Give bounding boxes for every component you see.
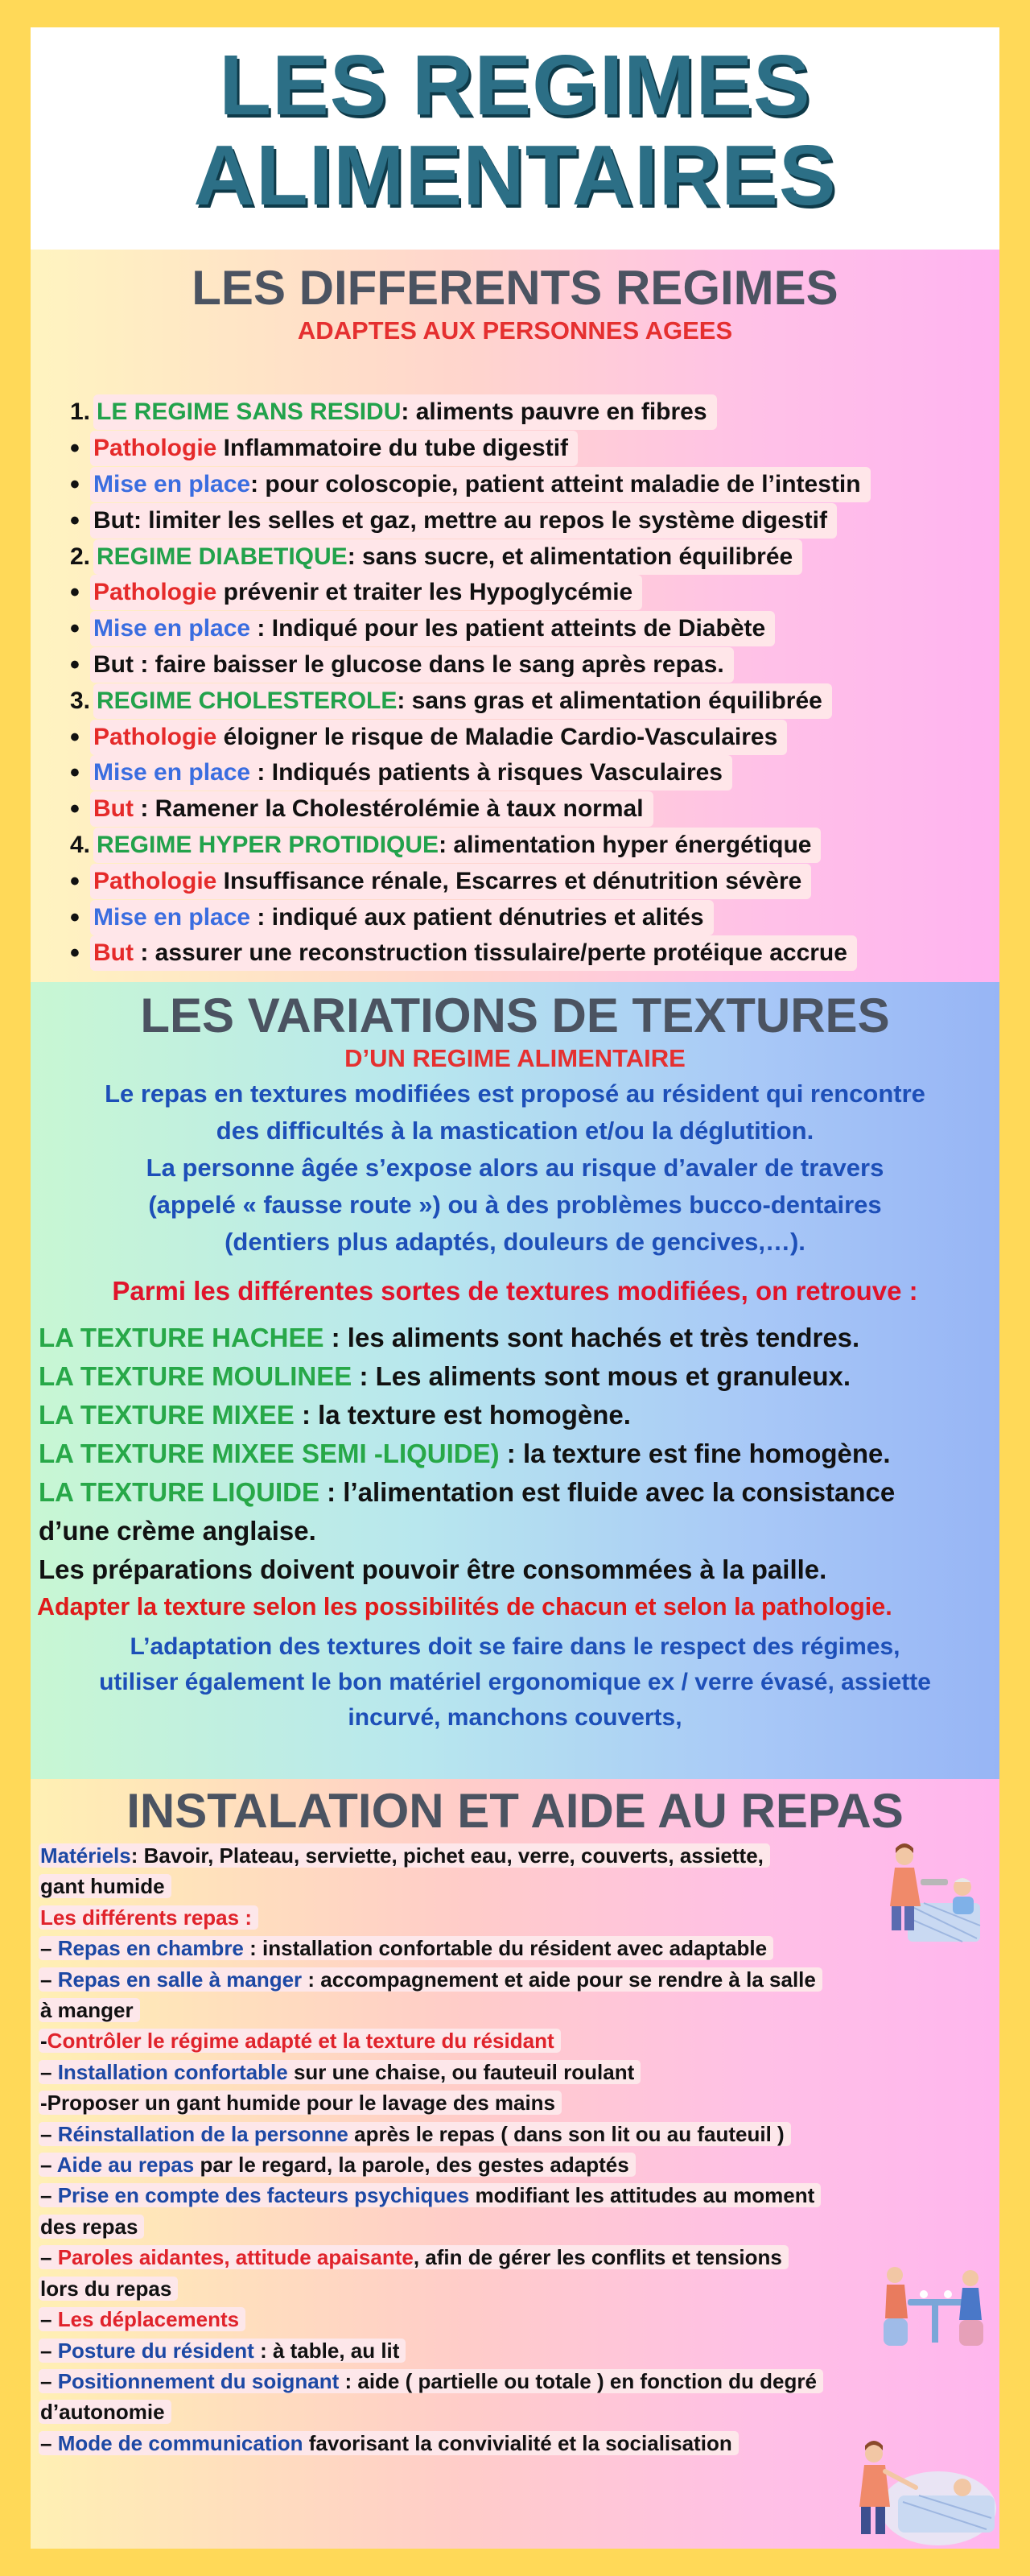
regime-label: Pathologie xyxy=(93,435,217,462)
patient-body xyxy=(953,1897,974,1914)
dining-table-illustration xyxy=(876,2251,988,2355)
texture-text: : Les aliments sont mous et granuleux. xyxy=(352,1361,851,1391)
adapt-texture-note: Adapter la texture selon les possibilités de chacun et selon la pathologie. xyxy=(37,1593,892,1620)
repas-item-prefix: – xyxy=(40,1936,58,1961)
regime-row xyxy=(60,683,871,719)
regime-row-text xyxy=(90,864,811,899)
repas-item xyxy=(39,2428,908,2458)
repas-item-body: d’autonomie xyxy=(40,2400,165,2425)
texture-paille: Les préparations doivent pouvoir être consommées à la paille. xyxy=(39,1554,827,1584)
regime-text: : sans sucre, et alimentation équilibrée xyxy=(347,543,793,570)
texture-label: LA TEXTURE MIXEE xyxy=(39,1400,295,1430)
repas-item-body: favorisant la convivialité et la socialisation xyxy=(303,2430,732,2455)
bullet-dot: • xyxy=(70,865,80,897)
repas-item-body: à manger xyxy=(40,1998,134,2023)
repas-item-body: : à table, au lit xyxy=(253,2338,400,2363)
repas-item xyxy=(39,2242,908,2273)
repas-item xyxy=(39,2304,908,2334)
repas-item-body: : accompagnement et aide pour se rendre à la salle xyxy=(302,1967,816,1992)
repas-item-text xyxy=(39,2153,636,2177)
regime-label: Pathologie xyxy=(93,723,217,750)
regime-row xyxy=(60,467,871,503)
materiels-line xyxy=(39,1840,908,1871)
chair xyxy=(959,2320,983,2346)
texture-item xyxy=(31,1473,999,1512)
repas-item-text xyxy=(39,2183,821,2207)
repas-item-label: Contrôler le régime adapté et la texture du résidant xyxy=(47,2029,554,2054)
regime-row-text xyxy=(90,720,787,755)
repas-item-body: : aide ( partielle ou totale ) en fonction du degré xyxy=(339,2368,817,2393)
repas-item-text xyxy=(39,1998,140,2022)
repas-item-text xyxy=(39,2369,823,2393)
chair xyxy=(884,2318,908,2346)
repas-item-text xyxy=(39,2307,245,2331)
paragraph-line: utiliser également le bon matériel ergonomique ex / verre évasé, assiette xyxy=(99,1669,931,1695)
regime-text: : indiqué aux patient dénutries et alités xyxy=(250,903,704,931)
regime-row xyxy=(60,899,871,935)
repas-item-label: Positionnement du soignant xyxy=(57,2368,340,2393)
repas-item-body: lors du repas xyxy=(40,2276,172,2301)
regime-row xyxy=(60,935,871,972)
regime-row xyxy=(60,575,871,611)
bullet-dot: • xyxy=(70,505,80,536)
repas-item xyxy=(39,2025,908,2056)
regime-row-text xyxy=(93,394,717,430)
regime-text: Inflammatoire du tube digestif xyxy=(216,435,569,462)
repas-item-prefix: – xyxy=(40,2183,58,2208)
plate xyxy=(920,2290,928,2298)
regime-label: Pathologie xyxy=(93,579,217,606)
repas-item-label: Posture du résident xyxy=(57,2338,254,2363)
repas-item-body: : installation confortable du résident avec adaptable xyxy=(243,1936,768,1961)
regime-row-text xyxy=(90,503,837,539)
repas-item xyxy=(39,2149,908,2180)
texture-text: : la texture est fine homogène. xyxy=(499,1439,891,1468)
regime-label: LE REGIME SANS RESIDU xyxy=(97,398,402,426)
repas-item xyxy=(39,2180,908,2211)
person-head xyxy=(887,2267,903,2283)
regime-row-text xyxy=(90,431,578,466)
bullet-dot: • xyxy=(70,433,80,464)
bullet-dot: • xyxy=(70,938,80,969)
repas-item-body: modifiant les attitudes au moment xyxy=(469,2183,815,2208)
regime-text: Insuffisance rénale, Escarres et dénutrition sévère xyxy=(216,867,802,894)
paragraph-line: La personne âgée s’expose alors au risque d’avaler de travers xyxy=(146,1154,884,1182)
repas-item-text xyxy=(39,2060,641,2084)
title-box xyxy=(31,27,999,250)
section-regimes-title: LES DIFFERENTS REGIMES xyxy=(192,261,838,315)
repas-item-text xyxy=(39,2091,562,2115)
regime-text: But: limiter les selles et gaz, mettre au repos le système digestif xyxy=(93,506,827,534)
repas-item-body: , afin de gérer les conflits et tensions xyxy=(413,2245,782,2270)
section-installation-title: INSTALATION ET AIDE AU REPAS xyxy=(126,1784,904,1838)
regime-text: : Indiqués patients à risques Vasculaires xyxy=(250,759,723,786)
regime-row-text xyxy=(90,467,871,502)
regime-row xyxy=(60,539,871,575)
regime-text: : alimentation hyper énergétique xyxy=(439,831,812,858)
repas-item-body: après le repas ( dans son lit ou au fauteuil ) xyxy=(348,2121,785,2146)
repas-item-body: sur une chaise, ou fauteuil roulant xyxy=(287,2059,635,2084)
repas-item-label: Les déplacements xyxy=(57,2307,240,2332)
repas-item-prefix: – xyxy=(40,2059,58,2084)
regime-text: : Indiqué pour les patient atteints de Diabète xyxy=(250,615,766,642)
regime-text: prévenir et traiter les Hypoglycémie xyxy=(216,579,633,606)
regime-row xyxy=(60,611,871,647)
bullet-dot: • xyxy=(70,794,80,825)
paragraph-line: L’adaptation des textures doit se faire dans le respect des régimes, xyxy=(130,1633,900,1660)
bullet-dot: • xyxy=(70,577,80,609)
bullet-dot: • xyxy=(70,613,80,645)
title-line-2: ALIMENTAIRES xyxy=(193,128,837,223)
repas-item-prefix: – xyxy=(40,2430,58,2455)
repas-item-text xyxy=(39,2245,789,2269)
bullet-dot: • xyxy=(70,721,80,753)
texture-item xyxy=(31,1435,999,1473)
repas-item xyxy=(39,2396,908,2427)
texture-text: : l’alimentation est fluide avec la consistance xyxy=(319,1477,896,1507)
repas-item-prefix: – xyxy=(40,2245,58,2270)
texture-item xyxy=(31,1396,999,1435)
repas-item-label: Installation confortable xyxy=(57,2059,288,2084)
caregiver-body xyxy=(890,1868,921,1906)
regime-text: But : faire baisser le glucose dans le sang après repas. xyxy=(93,650,724,678)
repas-item-prefix: – xyxy=(40,2153,57,2178)
repas-item-prefix: – xyxy=(40,2338,58,2363)
texture-text: : les aliments sont hachés et très tendres. xyxy=(323,1323,860,1352)
patient-hair xyxy=(954,1878,970,1882)
repas-item xyxy=(39,2273,908,2304)
repas-item xyxy=(39,2119,908,2149)
regime-label: Mise en place xyxy=(93,759,251,786)
repas-item xyxy=(39,2211,908,2242)
paragraph-line: des difficultés à la mastication et/ou la déglutition. xyxy=(216,1117,814,1145)
patient-head xyxy=(954,2479,971,2496)
regime-label: Pathologie xyxy=(93,867,217,894)
regime-row xyxy=(60,502,871,539)
regime-label: Mise en place xyxy=(93,615,251,642)
texture-label: LA TEXTURE HACHEE xyxy=(39,1323,324,1352)
materiels-text: : Bavoir, Plateau, serviette, pichet eau, verre, couverts, assiette, xyxy=(130,1843,764,1868)
regime-label: But xyxy=(93,939,134,967)
table-leg xyxy=(932,2306,938,2343)
paragraph-line: (appelé « fausse route ») ou à des problèmes bucco-dentaires xyxy=(148,1191,882,1219)
textures-intro-paragraph xyxy=(31,1075,999,1261)
repas-item xyxy=(39,2335,908,2366)
regime-row xyxy=(60,755,871,791)
repas-item-prefix: – xyxy=(40,2121,58,2146)
materiels-cont-text: gant humide xyxy=(39,1874,171,1898)
repas-item xyxy=(39,2057,908,2087)
poster xyxy=(31,27,999,2549)
regime-row xyxy=(60,719,871,755)
list-number: 1. xyxy=(69,398,90,426)
repas-item-body: -Proposer un gant humide pour le lavage des mains xyxy=(40,2091,556,2116)
paragraph-line: Le repas en textures modifiées est proposé au résident qui rencontre xyxy=(105,1080,925,1108)
regime-label: REGIME HYPER PROTIDIQUE xyxy=(97,831,439,858)
materiels-cont xyxy=(39,1871,908,1901)
tray xyxy=(921,1879,948,1885)
regime-row-text xyxy=(90,935,857,971)
section-textures xyxy=(31,982,999,1779)
repas-item xyxy=(39,2087,908,2118)
repas-item-prefix: – xyxy=(40,2368,58,2393)
plate xyxy=(944,2290,952,2298)
repas-item-body: par le regard, la parole, des gestes adaptés xyxy=(194,2153,629,2178)
regime-text: : Ramener la Cholestérolémie à taux normal xyxy=(133,795,644,823)
regime-text: : aliments pauvre en fibres xyxy=(401,398,707,426)
person-head xyxy=(962,2270,978,2286)
repas-heading xyxy=(39,1902,908,1933)
regime-row-text xyxy=(90,791,653,827)
repas-item-text xyxy=(39,1967,822,1992)
regime-label: REGIME DIABETIQUE xyxy=(97,543,348,570)
repas-item-label: Réinstallation de la personne xyxy=(57,2121,348,2146)
section-textures-title: LES VARIATIONS DE TEXTURES xyxy=(140,989,890,1042)
list-number: 3. xyxy=(69,687,90,714)
regime-text: : sans gras et alimentation équilibrée xyxy=(397,687,822,714)
repas-item-prefix: – xyxy=(40,1967,58,1992)
installation-list xyxy=(39,1840,908,2458)
texture-label: LA TEXTURE LIQUIDE xyxy=(39,1477,319,1507)
table-top xyxy=(908,2299,964,2306)
regime-row xyxy=(60,828,871,864)
repas-item-label: Repas en salle à manger xyxy=(57,1967,303,1992)
regime-row xyxy=(60,647,871,683)
regime-text: : assurer une reconstruction tissulaire/perte protéique accrue xyxy=(133,939,847,967)
regime-row-text xyxy=(90,647,734,683)
repas-item xyxy=(39,1995,908,2025)
regimes-list xyxy=(60,394,871,972)
repas-item xyxy=(39,2366,908,2396)
repas-item-prefix: – xyxy=(40,2307,58,2332)
paragraph-line: (dentiers plus adaptés, douleurs de gencives,…). xyxy=(225,1228,805,1256)
regime-row-text xyxy=(90,575,642,610)
repas-item-text xyxy=(39,2029,561,2053)
caregiver-leg xyxy=(861,2507,871,2534)
repas-item xyxy=(39,1933,908,1963)
textures-list xyxy=(31,1319,999,1512)
repas-item-label: Paroles aidantes, attitude apaisante xyxy=(57,2245,414,2270)
regime-row xyxy=(60,431,871,467)
repas-label: Les différents repas : xyxy=(39,1905,258,1930)
bullet-dot: • xyxy=(70,649,80,680)
regime-label: Mise en place xyxy=(93,903,251,931)
regime-row xyxy=(60,863,871,899)
regime-row-text xyxy=(93,683,832,719)
texture-item xyxy=(31,1319,999,1357)
repas-item-label: Repas en chambre xyxy=(57,1936,244,1961)
regime-text: : pour coloscopie, patient atteint maladie de l’intestin xyxy=(250,470,861,497)
person-body xyxy=(959,2288,982,2320)
paragraph-line: incurvé, manchons couverts, xyxy=(348,1704,682,1731)
bullet-dot: • xyxy=(70,902,80,933)
textures-closing-paragraph xyxy=(31,1629,999,1736)
texture-label: LA TEXTURE MIXEE SEMI -LIQUIDE) xyxy=(39,1439,500,1468)
repas-item-text xyxy=(39,2431,739,2455)
texture-text: : la texture est homogène. xyxy=(294,1400,631,1430)
textures-intro: Parmi les différentes sortes de textures modifiées, on retrouve : xyxy=(112,1276,918,1306)
materiels-label: Matériels xyxy=(40,1843,131,1868)
caregiver-feeding-illustration xyxy=(876,1829,988,1950)
bed-care-illustration xyxy=(842,2431,999,2549)
regime-row-text xyxy=(93,539,802,575)
repas-item-text xyxy=(39,2122,791,2146)
list-number: 4. xyxy=(69,831,90,858)
regime-row-text xyxy=(90,611,775,646)
regime-row xyxy=(60,791,871,828)
repas-item-label: Mode de communication xyxy=(57,2430,303,2455)
repas-item-text xyxy=(39,2339,406,2363)
texture-continuation: d’une crème anglaise. xyxy=(39,1516,316,1546)
section-textures-subtitle: D’UN REGIME ALIMENTAIRE xyxy=(344,1044,686,1072)
regime-label: Mise en place xyxy=(93,470,251,497)
repas-item xyxy=(39,1964,908,1995)
title-line-1: LES REGIMES xyxy=(219,38,811,133)
list-number: 2. xyxy=(69,543,90,570)
regime-label: REGIME CHOLESTEROLE xyxy=(97,687,398,714)
repas-item-prefix: - xyxy=(40,2029,47,2054)
repas-item-body: des repas xyxy=(40,2214,138,2239)
caregiver-leg xyxy=(892,1906,901,1930)
repas-item-text xyxy=(39,2215,144,2239)
regime-text: éloigner le risque de Maladie Cardio-Vasculaires xyxy=(216,723,778,750)
repas-item-text xyxy=(39,2277,178,2301)
section-regimes-subtitle: ADAPTES AUX PERSONNES AGEES xyxy=(297,316,733,345)
person-body xyxy=(885,2285,908,2318)
regime-row-text xyxy=(93,828,821,863)
regime-label: But xyxy=(93,795,134,823)
repas-item-label: Aide au repas xyxy=(56,2153,195,2178)
section-regimes xyxy=(31,250,999,982)
bullet-dot: • xyxy=(70,758,80,789)
regime-row-text xyxy=(90,900,714,935)
repas-item-label: Prise en compte des facteurs psychiques xyxy=(57,2183,470,2208)
section-installation xyxy=(31,1779,999,2549)
bullet-dot: • xyxy=(70,469,80,500)
repas-item-text xyxy=(39,2400,171,2424)
caregiver-leg xyxy=(876,2507,885,2534)
texture-label: LA TEXTURE MOULINEE xyxy=(39,1361,352,1391)
caregiver-leg xyxy=(904,1906,914,1930)
regime-row xyxy=(60,394,871,431)
repas-items xyxy=(39,1933,908,2458)
texture-item xyxy=(31,1357,999,1396)
repas-item-text xyxy=(39,1936,773,1960)
regime-row-text xyxy=(90,755,732,791)
